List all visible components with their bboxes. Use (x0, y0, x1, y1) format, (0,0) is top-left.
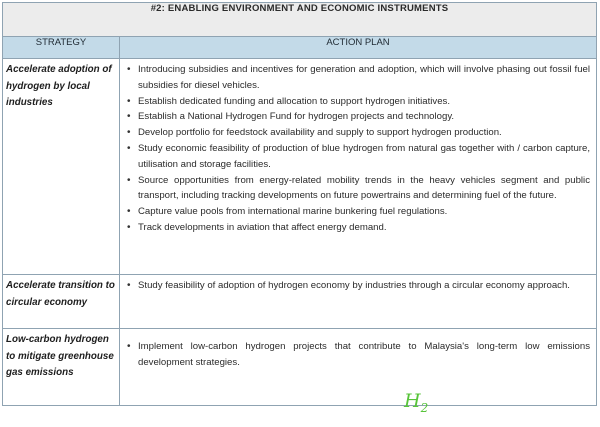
strategy-cell: Accelerate adoption of hydrogen by local industries (3, 59, 120, 275)
action-list (123, 339, 590, 371)
strategy-column-header: STRATEGY (3, 37, 120, 59)
action-list (123, 278, 590, 294)
h2-subscript: 2 (420, 401, 429, 415)
action-plan-cell (120, 329, 597, 406)
action-item: • Introducing subsidies and incentives for generation and adoption, which will involve phasing out fossil fuel subsidies for diesel vehicles. (123, 62, 590, 94)
action-item: • Study feasibility of adoption of hydrogen economy by industries through a circular economy approach. (123, 278, 590, 294)
action-item: • Develop portfolio for feedstock availability and supply to support hydrogen production. (123, 125, 590, 141)
action-item: • Establish dedicated funding and allocation to support hydrogen initiatives. (123, 94, 590, 110)
action-plan-cell (120, 275, 597, 329)
action-item: • Implement low-carbon hydrogen projects that contribute to Malaysia's long-term low emissions development strategies. (123, 339, 590, 371)
table-row (3, 59, 597, 275)
strategy-table (2, 2, 597, 406)
table-title: #2: ENABLING ENVIRONMENT AND ECONOMIC INSTRUMENTS (3, 3, 597, 37)
action-item: • Capture value pools from international marine bunkering fuel regulations. (123, 204, 590, 220)
action-item: • Track developments in aviation that affect energy demand. (123, 220, 590, 236)
h2-letter: H (404, 390, 421, 412)
action-item: • Study economic feasibility of production of blue hydrogen from natural gas together with / carbon capture, utilisation and storage facilities. (123, 141, 590, 173)
strategy-cell: Low-carbon hydrogen to mitigate greenhouse gas emissions (3, 329, 120, 406)
action-list (123, 62, 590, 236)
action-item: • Establish a National Hydrogen Fund for hydrogen projects and technology. (123, 109, 590, 125)
action-item: • Source opportunities from energy-related mobility trends in the heavy vehicles segment and public transport, including tracking developments on future powertrains and determining fuel of the future. (123, 173, 590, 205)
table-row (3, 275, 597, 329)
table-row (3, 329, 597, 406)
strategy-cell: Accelerate transition to circular economy (3, 275, 120, 329)
action-plan-cell (120, 59, 597, 275)
action-plan-column-header: ACTION PLAN (120, 37, 597, 59)
hydrogen-h2-icon (404, 391, 428, 413)
